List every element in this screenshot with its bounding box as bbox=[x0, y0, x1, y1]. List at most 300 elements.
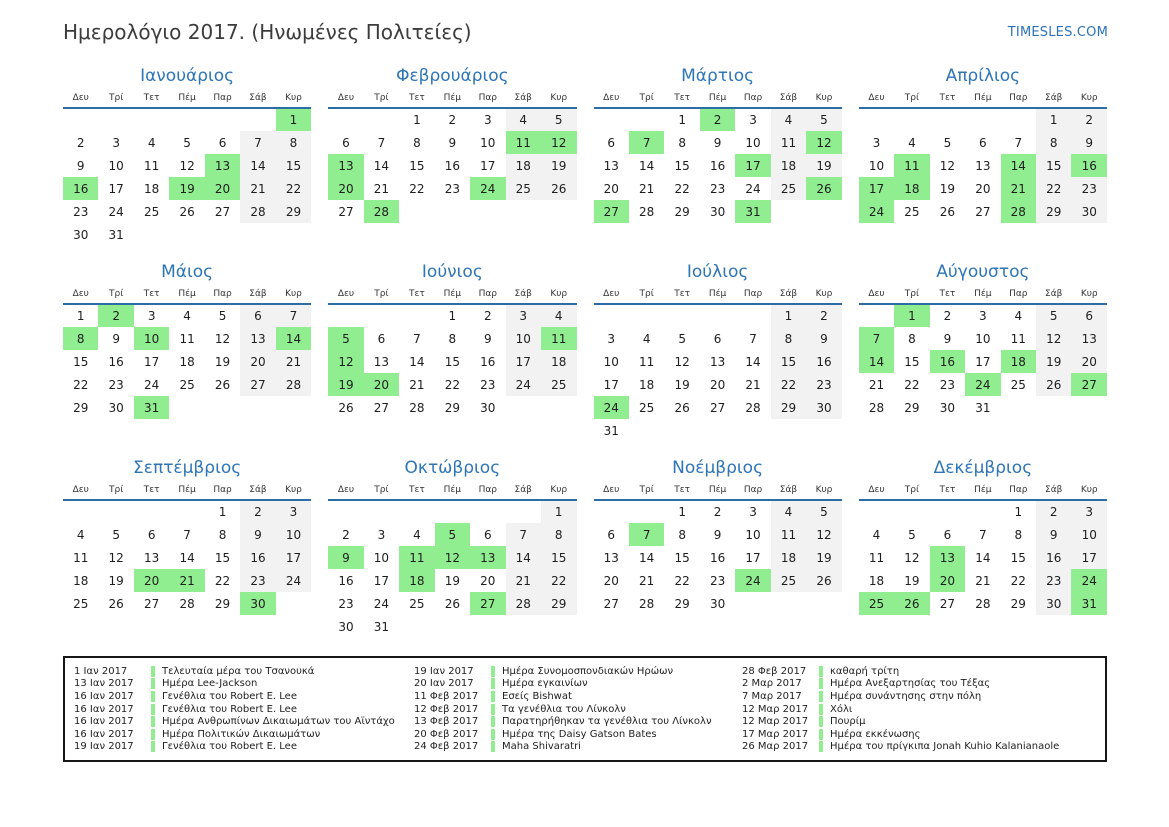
month-title: Αύγουστος bbox=[936, 262, 1030, 282]
day-cell: 26 bbox=[674, 400, 690, 415]
holiday-day-cell: 20 bbox=[134, 569, 169, 592]
day-cell: 12 bbox=[806, 523, 842, 546]
legend-item bbox=[733, 665, 1105, 678]
holiday-day-cell: 26 bbox=[894, 592, 929, 615]
holiday-day-cell: 1 bbox=[894, 304, 929, 327]
day-cell: 16 bbox=[1036, 546, 1071, 569]
holiday-marker-icon bbox=[151, 716, 155, 727]
day-cell: 30 bbox=[480, 400, 496, 415]
month-3 bbox=[594, 66, 842, 250]
empty-cell bbox=[806, 200, 842, 223]
empty-cell bbox=[364, 304, 399, 327]
legend-item bbox=[405, 715, 733, 728]
legend-date: 24 Φεβ 2017 bbox=[414, 741, 479, 753]
day-cell: 5 bbox=[806, 108, 842, 131]
empty-cell bbox=[594, 108, 629, 131]
holiday-day-cell: 24 bbox=[965, 373, 1000, 396]
holiday-day-cell: 24 bbox=[594, 396, 629, 419]
day-cell: 16 bbox=[709, 550, 726, 565]
day-cell: 26 bbox=[444, 596, 460, 611]
weekday-header: Τετ bbox=[134, 289, 169, 304]
holiday-day-cell: 24 bbox=[470, 177, 505, 200]
day-cell: 14 bbox=[639, 158, 655, 173]
day-cell: 26 bbox=[108, 596, 124, 611]
legend-holiday-name: Ημέρα εγκαινίων bbox=[502, 678, 588, 690]
day-cell: 24 bbox=[276, 569, 312, 592]
day-cell: 24 bbox=[373, 596, 390, 611]
day-cell: 27 bbox=[975, 204, 991, 219]
day-cell: 15 bbox=[1036, 154, 1071, 177]
day-cell: 31 bbox=[603, 423, 619, 438]
weekday-header: Παρ bbox=[470, 93, 505, 108]
empty-cell bbox=[399, 200, 434, 223]
day-cell: 4 bbox=[506, 108, 541, 131]
legend-holiday-name: Ημέρα Ανθρωπίνων Δικαιωμάτων του Αϊντάχο bbox=[162, 716, 395, 728]
day-cell: 11 bbox=[73, 550, 89, 565]
legend-item bbox=[405, 678, 733, 691]
day-cell: 22 bbox=[409, 181, 425, 196]
day-cell: 6 bbox=[483, 527, 492, 542]
day-cell: 6 bbox=[979, 135, 987, 150]
day-cell: 1 bbox=[541, 500, 577, 523]
day-cell: 12 bbox=[179, 158, 195, 173]
day-cell: 7 bbox=[506, 523, 541, 546]
empty-cell bbox=[98, 108, 133, 131]
day-cell: 24 bbox=[745, 181, 761, 196]
day-cell: 5 bbox=[183, 135, 191, 150]
day-cell: 5 bbox=[1036, 304, 1071, 327]
day-cell: 15 bbox=[904, 354, 920, 369]
empty-cell bbox=[470, 615, 505, 638]
weekday-header: Παρ bbox=[205, 289, 240, 304]
weekday-header: Σάβ bbox=[1036, 93, 1071, 108]
holiday-day-cell: 2 bbox=[98, 304, 133, 327]
day-cell: 9 bbox=[1071, 131, 1107, 154]
legend-date: 12 Μαρ 2017 bbox=[742, 716, 809, 728]
day-cell: 2 bbox=[713, 505, 722, 519]
day-cell: 17 bbox=[745, 550, 761, 565]
empty-cell bbox=[435, 615, 470, 638]
holiday-day-cell: 21 bbox=[1001, 177, 1036, 200]
day-cell: 25 bbox=[506, 177, 541, 200]
legend-date: 19 Ιαν 2017 bbox=[414, 665, 474, 677]
legend-date: 16 Ιαν 2017 bbox=[74, 716, 134, 728]
legend-item bbox=[405, 741, 733, 754]
holiday-day-cell: 7 bbox=[629, 131, 664, 154]
day-cell: 6 bbox=[377, 331, 386, 346]
legend-holiday-name: Ημέρα εκκένωσης bbox=[830, 728, 921, 740]
day-cell: 18 bbox=[868, 573, 885, 588]
day-cell: 30 bbox=[73, 227, 89, 242]
weekday-header: Τρί bbox=[98, 93, 133, 108]
holiday-marker-icon bbox=[151, 729, 155, 740]
day-cell: 19 bbox=[806, 154, 842, 177]
empty-cell bbox=[735, 419, 770, 442]
holiday-day-cell: 14 bbox=[1001, 154, 1036, 177]
empty-cell bbox=[1036, 396, 1071, 419]
weekday-header: Πέμ bbox=[435, 485, 470, 500]
day-cell: 4 bbox=[76, 527, 85, 542]
site-link[interactable]: TIMESLES.COM bbox=[1007, 25, 1108, 40]
day-cell: 18 bbox=[143, 181, 160, 196]
day-cell: 8 bbox=[541, 523, 577, 546]
day-cell: 2 bbox=[342, 527, 350, 542]
day-cell: 17 bbox=[975, 354, 991, 369]
day-cell: 12 bbox=[1036, 327, 1071, 350]
month-1 bbox=[63, 66, 311, 250]
day-cell: 18 bbox=[506, 154, 541, 177]
day-cell: 13 bbox=[975, 158, 991, 173]
holiday-marker-icon bbox=[819, 666, 823, 677]
month-grid bbox=[859, 93, 1107, 223]
empty-cell bbox=[965, 108, 1000, 131]
day-cell: 12 bbox=[939, 158, 956, 173]
holiday-day-cell: 21 bbox=[169, 569, 204, 592]
holiday-day-cell: 12 bbox=[806, 131, 842, 154]
day-cell: 1 bbox=[413, 113, 421, 127]
empty-cell bbox=[735, 592, 770, 615]
legend-date: 20 Ιαν 2017 bbox=[414, 678, 474, 690]
weekday-header: Κυρ bbox=[541, 93, 577, 108]
day-cell: 25 bbox=[639, 400, 655, 415]
legend-holiday-name: Γενέθλια του Robert E. Lee bbox=[162, 741, 297, 753]
day-cell: 3 bbox=[147, 309, 156, 323]
day-cell: 5 bbox=[678, 331, 686, 346]
day-cell: 19 bbox=[806, 546, 842, 569]
empty-cell bbox=[169, 396, 204, 419]
weekday-header: Σάβ bbox=[240, 289, 275, 304]
empty-cell bbox=[629, 419, 664, 442]
day-cell: 13 bbox=[603, 550, 619, 565]
day-cell: 7 bbox=[377, 135, 386, 150]
empty-cell bbox=[930, 108, 965, 131]
empty-cell bbox=[894, 500, 929, 523]
holiday-day-cell: 31 bbox=[735, 200, 770, 223]
day-cell: 4 bbox=[413, 527, 421, 542]
holiday-day-cell: 31 bbox=[1071, 592, 1107, 615]
empty-cell bbox=[134, 500, 169, 523]
day-cell: 29 bbox=[73, 400, 89, 415]
weekday-header: Τετ bbox=[930, 289, 965, 304]
day-cell: 17 bbox=[143, 354, 160, 369]
day-cell: 1 bbox=[218, 505, 227, 519]
day-cell: 19 bbox=[108, 573, 124, 588]
empty-cell bbox=[894, 108, 929, 131]
legend-date: 17 Μαρ 2017 bbox=[742, 728, 809, 740]
day-cell: 16 bbox=[444, 158, 460, 173]
weekday-header: Πέμ bbox=[700, 289, 735, 304]
weekday-header: Τρί bbox=[894, 485, 929, 500]
day-cell: 22 bbox=[541, 569, 577, 592]
day-cell: 21 bbox=[240, 177, 275, 200]
holiday-marker-icon bbox=[491, 716, 495, 727]
day-cell: 30 bbox=[939, 400, 956, 415]
month-title: Σεπτέμβριος bbox=[133, 458, 242, 478]
empty-cell bbox=[98, 500, 133, 523]
day-cell: 27 bbox=[709, 400, 726, 415]
weekday-header: Παρ bbox=[1001, 485, 1036, 500]
day-cell: 3 bbox=[276, 500, 312, 523]
day-cell: 23 bbox=[806, 373, 842, 396]
day-cell: 15 bbox=[541, 546, 577, 569]
weekday-header: Σάβ bbox=[1036, 485, 1071, 500]
empty-cell bbox=[541, 396, 577, 419]
day-cell: 11 bbox=[639, 354, 655, 369]
day-cell: 17 bbox=[603, 377, 619, 392]
legend-item bbox=[733, 741, 1105, 754]
month-10 bbox=[328, 458, 576, 642]
day-cell: 29 bbox=[214, 596, 231, 611]
holiday-day-cell: 11 bbox=[894, 154, 929, 177]
weekday-header: Κυρ bbox=[1071, 289, 1107, 304]
holiday-marker-icon bbox=[491, 666, 495, 677]
day-cell: 29 bbox=[904, 400, 920, 415]
weekday-header: Πέμ bbox=[435, 93, 470, 108]
day-cell: 30 bbox=[1071, 200, 1107, 223]
holiday-marker-icon bbox=[151, 704, 155, 715]
legend-holiday-name: Εσείς Bishwat bbox=[502, 690, 572, 702]
day-cell: 30 bbox=[108, 400, 124, 415]
holiday-marker-icon bbox=[151, 741, 155, 752]
day-cell: 10 bbox=[373, 550, 390, 565]
day-cell: 7 bbox=[240, 131, 275, 154]
weekday-header: Τετ bbox=[134, 485, 169, 500]
day-cell: 10 bbox=[480, 135, 496, 150]
day-cell: 10 bbox=[745, 135, 761, 150]
empty-cell bbox=[506, 500, 541, 523]
month-grid bbox=[594, 93, 842, 223]
day-cell: 1 bbox=[771, 304, 806, 327]
month-title: Ιούλιος bbox=[686, 262, 749, 282]
holiday-day-cell: 13 bbox=[930, 546, 965, 569]
day-cell: 2 bbox=[1071, 108, 1107, 131]
empty-cell bbox=[594, 304, 629, 327]
day-cell: 20 bbox=[603, 573, 619, 588]
holiday-day-cell: 12 bbox=[435, 546, 470, 569]
day-cell: 25 bbox=[904, 204, 920, 219]
empty-cell bbox=[169, 500, 204, 523]
weekday-header: Κυρ bbox=[806, 93, 842, 108]
weekday-header: Σάβ bbox=[240, 93, 275, 108]
day-cell: 11 bbox=[179, 331, 195, 346]
empty-cell bbox=[859, 500, 894, 523]
month-5 bbox=[63, 262, 311, 446]
weekday-header: Παρ bbox=[205, 485, 240, 500]
legend-holiday-name: Πουρίμ bbox=[830, 716, 866, 728]
weekday-header: Δευ bbox=[328, 289, 363, 304]
weekday-header: Πέμ bbox=[700, 485, 735, 500]
empty-cell bbox=[1001, 396, 1036, 419]
empty-cell bbox=[806, 419, 842, 442]
day-cell: 14 bbox=[975, 550, 991, 565]
legend-item bbox=[65, 678, 405, 691]
legend-holiday-name: Ημέρα Πολιτικών Δικαιωμάτων bbox=[162, 728, 321, 740]
day-cell: 28 bbox=[639, 204, 655, 219]
weekday-header: Σάβ bbox=[1036, 289, 1071, 304]
empty-cell bbox=[276, 396, 312, 419]
legend-holiday-name: Ημέρα Lee-Jackson bbox=[162, 678, 258, 690]
day-cell: 21 bbox=[975, 573, 991, 588]
weekday-header: Δευ bbox=[328, 485, 363, 500]
day-cell: 25 bbox=[541, 373, 577, 396]
day-cell: 7 bbox=[276, 304, 312, 327]
weekday-header: Δευ bbox=[594, 485, 629, 500]
day-cell: 1 bbox=[448, 309, 457, 323]
holiday-marker-icon bbox=[819, 741, 823, 752]
day-cell: 4 bbox=[1014, 309, 1023, 323]
month-title: Μάρτιος bbox=[681, 66, 755, 86]
day-cell: 22 bbox=[276, 177, 312, 200]
legend-item bbox=[405, 728, 733, 741]
holiday-day-cell: 7 bbox=[859, 327, 894, 350]
day-cell: 14 bbox=[373, 158, 390, 173]
day-cell: 14 bbox=[179, 550, 195, 565]
day-cell: 24 bbox=[506, 373, 541, 396]
day-cell: 23 bbox=[480, 377, 496, 392]
weekday-header: Τετ bbox=[930, 93, 965, 108]
holiday-marker-icon bbox=[819, 678, 823, 689]
holiday-day-cell: 13 bbox=[470, 546, 505, 569]
holiday-day-cell: 18 bbox=[1001, 350, 1036, 373]
weekday-header: Πέμ bbox=[169, 93, 204, 108]
holiday-day-cell: 27 bbox=[470, 592, 505, 615]
day-cell: 6 bbox=[240, 304, 275, 327]
day-cell: 10 bbox=[745, 527, 761, 542]
day-cell: 22 bbox=[771, 373, 806, 396]
empty-cell bbox=[965, 500, 1000, 523]
day-cell: 5 bbox=[806, 500, 842, 523]
day-cell: 19 bbox=[214, 354, 231, 369]
day-cell: 21 bbox=[868, 377, 885, 392]
weekday-header: Τρί bbox=[894, 93, 929, 108]
holiday-day-cell: 28 bbox=[1001, 200, 1036, 223]
weekday-header: Σάβ bbox=[771, 93, 806, 108]
empty-cell bbox=[700, 304, 735, 327]
day-cell: 26 bbox=[179, 204, 195, 219]
day-cell: 20 bbox=[240, 350, 275, 373]
day-cell: 9 bbox=[448, 135, 457, 150]
day-cell: 16 bbox=[806, 350, 842, 373]
weekday-header: Πέμ bbox=[169, 485, 204, 500]
empty-cell bbox=[435, 200, 470, 223]
day-cell: 27 bbox=[373, 400, 390, 415]
day-cell: 23 bbox=[939, 377, 956, 392]
day-cell: 3 bbox=[377, 527, 386, 542]
day-cell: 8 bbox=[413, 135, 421, 150]
day-cell: 17 bbox=[373, 573, 390, 588]
empty-cell bbox=[276, 592, 312, 615]
holiday-day-cell: 28 bbox=[364, 200, 399, 223]
day-cell: 6 bbox=[147, 527, 156, 542]
day-cell: 23 bbox=[240, 569, 275, 592]
legend-date: 16 Ιαν 2017 bbox=[74, 690, 134, 702]
legend-holiday-name: Maha Shivaratri bbox=[502, 741, 581, 753]
weekday-header: Τετ bbox=[930, 485, 965, 500]
day-cell: 21 bbox=[276, 350, 312, 373]
day-cell: 21 bbox=[506, 569, 541, 592]
day-cell: 8 bbox=[448, 331, 457, 346]
weekday-header: Δευ bbox=[63, 485, 98, 500]
month-title: Νοέμβριος bbox=[672, 458, 764, 478]
holiday-day-cell: 27 bbox=[1071, 373, 1107, 396]
day-cell: 14 bbox=[639, 550, 655, 565]
day-cell: 21 bbox=[373, 181, 390, 196]
day-cell: 5 bbox=[908, 527, 916, 542]
day-cell: 20 bbox=[603, 181, 619, 196]
weekday-header: Παρ bbox=[1001, 289, 1036, 304]
legend-date: 12 Μαρ 2017 bbox=[742, 703, 809, 715]
day-cell: 12 bbox=[904, 550, 920, 565]
weekday-header: Τετ bbox=[664, 93, 699, 108]
weekday-header: Κυρ bbox=[806, 289, 842, 304]
day-cell: 28 bbox=[506, 592, 541, 615]
month-title: Μάιος bbox=[161, 262, 214, 282]
day-cell: 9 bbox=[112, 331, 120, 346]
legend-date: 20 Φεβ 2017 bbox=[414, 728, 479, 740]
day-cell: 29 bbox=[674, 596, 690, 611]
day-cell: 22 bbox=[444, 377, 460, 392]
empty-cell bbox=[506, 615, 541, 638]
day-cell: 14 bbox=[506, 546, 541, 569]
empty-cell bbox=[169, 223, 204, 246]
holiday-day-cell: 16 bbox=[63, 177, 98, 200]
weekday-header: Παρ bbox=[205, 93, 240, 108]
empty-cell bbox=[205, 108, 240, 131]
holiday-day-cell: 5 bbox=[328, 327, 363, 350]
day-cell: 6 bbox=[713, 331, 722, 346]
day-cell: 15 bbox=[409, 158, 425, 173]
day-cell: 8 bbox=[771, 327, 806, 350]
holiday-day-cell: 13 bbox=[328, 154, 363, 177]
day-cell: 4 bbox=[147, 135, 156, 150]
legend-date: 16 Ιαν 2017 bbox=[74, 703, 134, 715]
empty-cell bbox=[664, 304, 699, 327]
day-cell: 13 bbox=[1071, 327, 1107, 350]
weekday-header: Δευ bbox=[63, 289, 98, 304]
day-cell: 9 bbox=[1036, 523, 1071, 546]
weekday-header: Τρί bbox=[364, 485, 399, 500]
day-cell: 5 bbox=[541, 108, 577, 131]
day-cell: 10 bbox=[1071, 523, 1107, 546]
day-cell: 28 bbox=[868, 400, 885, 415]
day-cell: 22 bbox=[904, 377, 920, 392]
day-cell: 27 bbox=[143, 596, 160, 611]
day-cell: 24 bbox=[108, 204, 124, 219]
day-cell: 3 bbox=[979, 309, 987, 323]
day-cell: 7 bbox=[183, 527, 191, 542]
day-cell: 30 bbox=[709, 204, 726, 219]
day-cell: 6 bbox=[1071, 304, 1107, 327]
weekday-header: Τρί bbox=[894, 289, 929, 304]
month-12 bbox=[859, 458, 1107, 642]
holiday-day-cell: 16 bbox=[1071, 154, 1107, 177]
day-cell: 9 bbox=[76, 158, 85, 173]
holiday-day-cell: 18 bbox=[399, 569, 434, 592]
day-cell: 30 bbox=[806, 396, 842, 419]
day-cell: 27 bbox=[939, 596, 956, 611]
day-cell: 13 bbox=[373, 354, 390, 369]
holiday-day-cell: 30 bbox=[240, 592, 275, 615]
weekday-header: Τετ bbox=[399, 93, 434, 108]
weekday-header: Σάβ bbox=[240, 485, 275, 500]
month-grid bbox=[594, 485, 842, 615]
day-cell: 29 bbox=[541, 592, 577, 615]
holiday-day-cell: 1 bbox=[276, 108, 312, 131]
day-cell: 6 bbox=[943, 527, 952, 542]
day-cell: 8 bbox=[1014, 527, 1023, 542]
empty-cell bbox=[240, 396, 275, 419]
day-cell: 4 bbox=[642, 331, 651, 346]
